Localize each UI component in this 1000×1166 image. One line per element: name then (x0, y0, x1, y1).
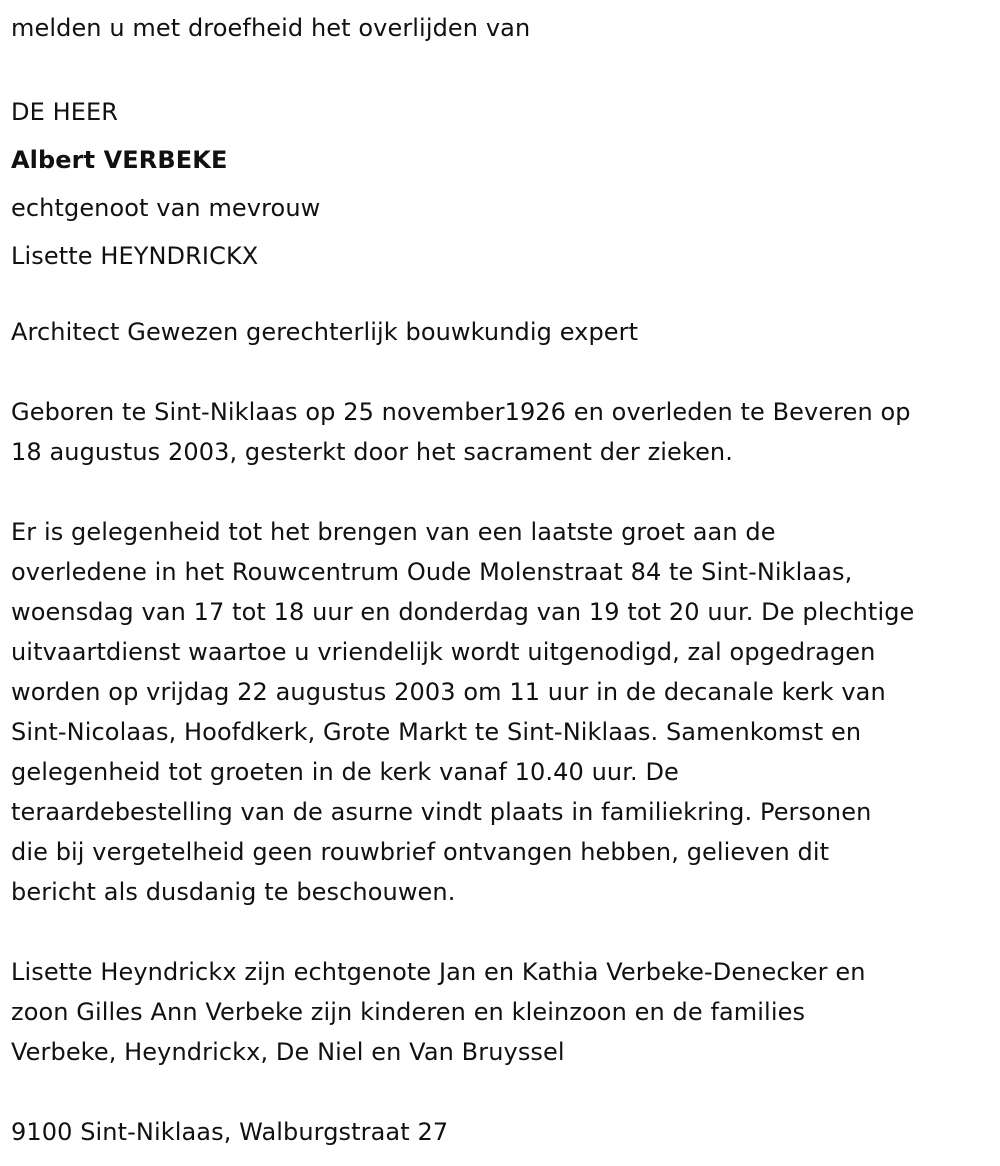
spacer (11, 472, 1000, 512)
paragraph-line: 18 augustus 2003, gesterkt door het sacrament der zieken. (11, 438, 733, 466)
paragraph-line: bericht als dusdanig te beschouwen. (11, 878, 456, 906)
spacer (11, 48, 1000, 88)
spacer (11, 912, 1000, 952)
paragraph-line: gelegenheid tot groeten in de kerk vanaf 10.40 uur. De (11, 758, 679, 786)
arrangements-paragraph (11, 512, 1000, 912)
paragraph-line: woensdag van 17 tot 18 uur en donderdag van 19 tot 20 uur. De plechtige (11, 598, 915, 626)
paragraph-line: Lisette Heyndrickx zijn echtgenote Jan en Kathia Verbeke-Denecker en (11, 958, 866, 986)
paragraph-line: overledene in het Rouwcentrum Oude Molenstraat 84 te Sint-Niklaas, (11, 558, 853, 586)
paragraph-line: Geboren te Sint-Niklaas op 25 november1926 en overleden te Beveren op (11, 398, 911, 426)
spacer (11, 352, 1000, 392)
paragraph-line: Er is gelegenheid tot het brengen van een laatste groet aan de (11, 518, 776, 546)
paragraph-line: worden op vrijdag 22 augustus 2003 om 11 uur in de decanale kerk van (11, 678, 886, 706)
intro-text: melden u met droefheid het overlijden van (11, 14, 531, 42)
address: 9100 Sint-Niklaas, Walburgstraat 27 (11, 1118, 449, 1146)
paragraph-line: Sint-Nicolaas, Hoofdkerk, Grote Markt te Sint-Niklaas. Samenkomst en (11, 718, 862, 746)
spouse-name: Lisette HEYNDRICKX (11, 242, 259, 270)
spacer (11, 1072, 1000, 1112)
paragraph-line: uitvaartdienst waartoe u vriendelijk wordt uitgenodigd, zal opgedragen (11, 638, 876, 666)
paragraph-line: zoon Gilles Ann Verbeke zijn kinderen en kleinzoon en de families (11, 998, 806, 1026)
profession: Architect Gewezen gerechterlijk bouwkundig expert (11, 318, 639, 346)
paragraph-line: teraardebestelling van de asurne vindt plaats in familiekring. Personen (11, 798, 872, 826)
paragraph-line: Verbeke, Heyndrickx, De Niel en Van Bruyssel (11, 1038, 565, 1066)
spouse-label: echtgenoot van mevrouw (11, 194, 321, 222)
spacer (11, 280, 1000, 312)
deceased-name: Albert VERBEKE (11, 146, 228, 174)
salutation: DE HEER (11, 98, 119, 126)
birth-death-paragraph (11, 392, 1000, 472)
family-paragraph (11, 952, 1000, 1072)
paragraph-line: die bij vergetelheid geen rouwbrief ontvangen hebben, gelieven dit (11, 838, 830, 866)
